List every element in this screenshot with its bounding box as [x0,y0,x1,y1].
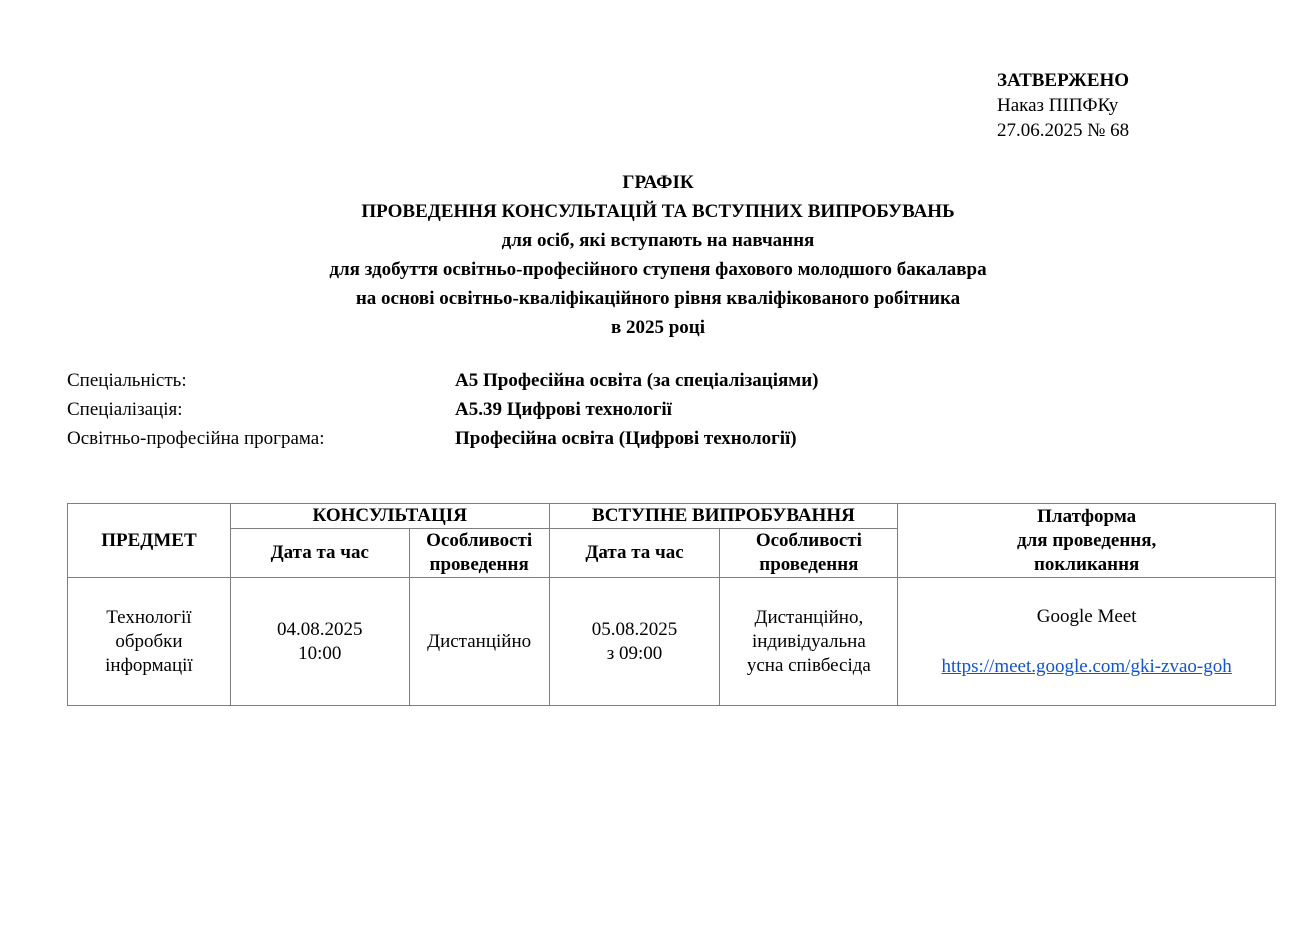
header-exam: ВСТУПНЕ ВИПРОБУВАННЯ [549,504,898,529]
platform-name: Google Meet [1036,605,1137,627]
header-consult-features-line-1: Особливості [426,530,533,551]
approval-stamp [997,68,1129,143]
header-exam-datetime: Дата та час [549,529,720,578]
header-consult-datetime: Дата та час [230,529,409,578]
heading-line-2: ПРОВЕДЕННЯ КОНСУЛЬТАЦІЙ ТА ВСТУПНИХ ВИПРОБУВАНЬ [361,201,955,222]
specialization-label: Спеціалізація: [67,399,183,420]
approval-order: Наказ ПІПФКу [997,95,1119,116]
table-header-row-1 [68,504,1276,529]
header-platform [898,504,1276,578]
specialty-row [67,366,819,395]
approval-date-number: 27.06.2025 № 68 [997,120,1130,141]
heading-line-5: на основі освітньо-кваліфікаційного рівня кваліфікованого робітника [355,288,961,309]
exam-mode-line-2: індивідуальна [751,630,866,652]
cell-exam-datetime [549,578,720,706]
specialization-row [67,395,819,424]
consult-time: 10:00 [298,642,342,664]
cell-consult-datetime [230,578,409,706]
header-subject: ПРЕДМЕТ [68,504,231,578]
exam-mode-line-1: Дистанційно, [754,606,864,628]
program-info [67,366,819,453]
specialty-value: А5 Професійна освіта (за спеціалізаціями) [455,370,819,391]
cell-exam-mode [720,578,898,706]
schedule-table [67,503,1276,706]
table-row [68,578,1276,706]
exam-mode-line-3: усна співбесіда [746,654,871,676]
header-consult-features [409,529,549,578]
program-label: Освітньо-професійна програма: [67,428,325,449]
subject-line-2: обробки [115,630,183,652]
header-platform-line-3: покликання [1033,553,1140,575]
subject-line-1: Технології [106,606,192,628]
cell-platform [898,578,1276,706]
header-exam-features [720,529,898,578]
exam-time: з 09:00 [606,642,663,664]
subject-line-3: інформації [105,654,193,676]
heading-line-4: для здобуття освітньо-професійного ступеня фахового молодшого бакалавра [329,259,987,280]
header-exam-features-line-1: Особливості [755,530,862,551]
header-platform-line-2: для проведення, [1017,529,1157,551]
program-row [67,424,819,453]
program-value: Професійна освіта (Цифрові технології) [455,428,797,449]
exam-date: 05.08.2025 [591,618,678,640]
heading-line-1: ГРАФІК [622,172,694,193]
cell-subject [68,578,231,706]
document-heading [0,168,1316,342]
cell-consult-mode: Дистанційно [409,578,549,706]
meeting-link[interactable]: https://meet.google.com/gki-zvao-goh [941,655,1232,677]
approval-title: ЗАТВЕРЖЕНО [997,70,1130,91]
header-exam-features-line-2: проведення [759,554,859,575]
header-consultation: КОНСУЛЬТАЦІЯ [230,504,549,529]
header-consult-features-line-2: проведення [429,554,529,575]
heading-line-3: для осіб, які вступають на навчання [501,230,815,251]
consult-date: 04.08.2025 [277,618,363,640]
header-platform-line-1: Платформа [1037,505,1137,527]
specialization-value: А5.39 Цифрові технології [455,399,672,420]
heading-line-6: в 2025 році [610,317,706,338]
specialty-label: Спеціальність: [67,370,187,391]
